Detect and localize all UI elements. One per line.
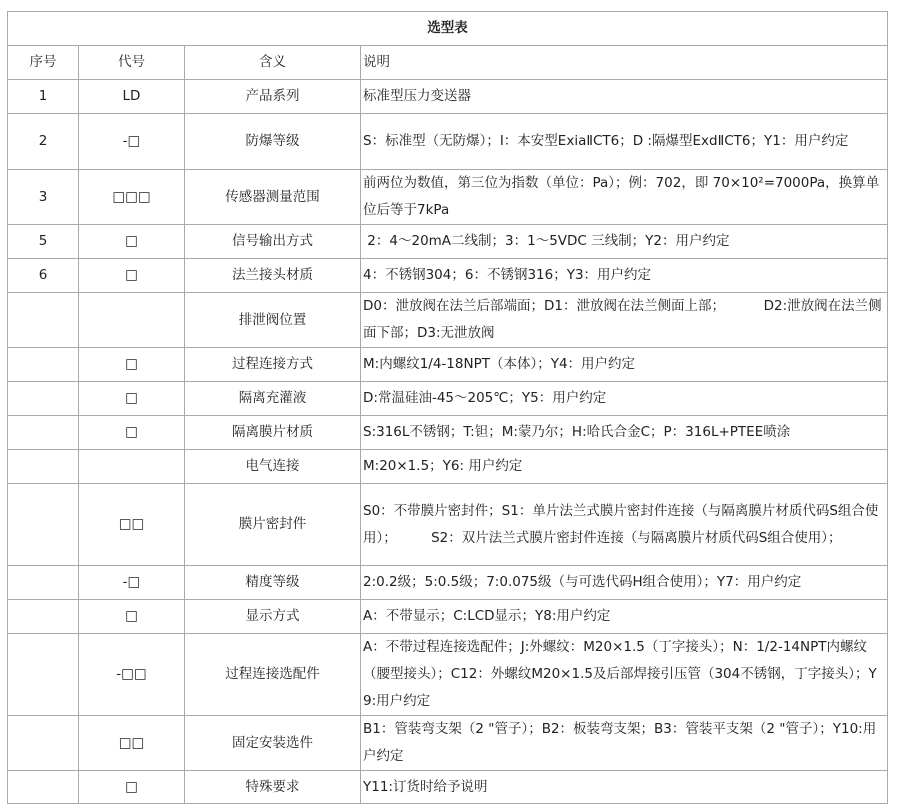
row-code: □ [79, 348, 185, 382]
row-meaning: 排泄阀位置 [185, 293, 361, 348]
table-row [8, 484, 888, 566]
table-row [8, 225, 888, 259]
row-meaning: 传感器测量范围 [185, 170, 361, 225]
row-code: -□ [79, 114, 185, 170]
row-meaning: 信号输出方式 [185, 225, 361, 259]
row-meaning: 过程连接方式 [185, 348, 361, 382]
row-description: A：不带过程连接选配件；J:外螺纹：M20×1.5（丁字接头）；N：1/2-14NPT内螺纹（腰型接头）；C12：外螺纹M20×1.5及后部焊接引压管（304不锈钢，丁字接头）；Y9:用户约定 [361, 634, 888, 716]
row-description: M:内螺纹1/4-18NPT（本体）；Y4：用户约定 [361, 348, 888, 382]
row-description: S：标准型（无防爆）；I：本安型ExiaⅡCT6；D :隔爆型ExdⅡCT6；Y1：用户约定 [361, 114, 888, 170]
row-meaning: 产品系列 [185, 80, 361, 114]
row-seq [8, 716, 79, 771]
row-description: Y11:订货时给予说明 [361, 771, 888, 804]
table-row [8, 771, 888, 804]
row-code [79, 450, 185, 484]
row-meaning: 隔离充灌液 [185, 382, 361, 416]
row-meaning: 过程连接选配件 [185, 634, 361, 716]
table-row [8, 382, 888, 416]
row-description: 前两位为数值，第三位为指数（单位：Pa）；例：702，即 70×10²=7000Pa，换算单位后等于7kPa [361, 170, 888, 225]
table-row [8, 450, 888, 484]
row-seq [8, 382, 79, 416]
row-seq: 2 [8, 114, 79, 170]
row-seq [8, 634, 79, 716]
row-code: □ [79, 382, 185, 416]
row-description: 标准型压力变送器 [361, 80, 888, 114]
row-code: □ [79, 771, 185, 804]
row-code: LD [79, 80, 185, 114]
row-seq [8, 600, 79, 634]
header-seq: 序号 [8, 46, 79, 80]
row-code: □ [79, 225, 185, 259]
table-row [8, 293, 888, 348]
row-code: -□□ [79, 634, 185, 716]
row-description: 4：不锈钢304；6：不锈钢316；Y3：用户约定 [361, 259, 888, 293]
row-seq [8, 348, 79, 382]
row-meaning: 膜片密封件 [185, 484, 361, 566]
row-seq [8, 416, 79, 450]
table-row [8, 634, 888, 716]
row-seq: 1 [8, 80, 79, 114]
table-row [8, 416, 888, 450]
row-seq [8, 450, 79, 484]
table-row [8, 80, 888, 114]
table-row [8, 716, 888, 771]
row-seq: 5 [8, 225, 79, 259]
row-code: □ [79, 416, 185, 450]
header-meaning: 含义 [185, 46, 361, 80]
row-code: □□□ [79, 170, 185, 225]
row-description: B1：管装弯支架（2 "管子）；B2：板装弯支架；B3：管装平支架（2 "管子）；Y10:用户约定 [361, 716, 888, 771]
header-code: 代号 [79, 46, 185, 80]
table-row [8, 170, 888, 225]
row-meaning: 固定安装选件 [185, 716, 361, 771]
row-code: □ [79, 259, 185, 293]
row-code: □ [79, 600, 185, 634]
table-row [8, 259, 888, 293]
row-description: S:316L不锈钢；T:钽；M:蒙乃尔；H:哈氏合金C；P：316L+PTEE喷涂 [361, 416, 888, 450]
row-meaning: 电气连接 [185, 450, 361, 484]
table-row [8, 566, 888, 600]
row-description: D:常温硅油-45～205℃；Y5：用户约定 [361, 382, 888, 416]
row-description: D0：泄放阀在法兰后部端面；D1：泄放阀在法兰侧面上部； D2:泄放阀在法兰侧面下部；D3:无泄放阀 [361, 293, 888, 348]
row-code: -□ [79, 566, 185, 600]
header-description: 说明 [361, 46, 888, 80]
table-row [8, 348, 888, 382]
row-meaning: 显示方式 [185, 600, 361, 634]
row-meaning: 法兰接头材质 [185, 259, 361, 293]
row-code [79, 293, 185, 348]
row-meaning: 精度等级 [185, 566, 361, 600]
selection-table [7, 11, 888, 804]
row-seq [8, 293, 79, 348]
row-seq [8, 484, 79, 566]
row-description: 2：4～20mA二线制；3：1～5VDC 三线制；Y2：用户约定 [361, 225, 888, 259]
header-row [8, 46, 888, 80]
row-seq: 6 [8, 259, 79, 293]
row-seq: 3 [8, 170, 79, 225]
row-description: 2:0.2级；5:0.5级；7:0.075级（与可选代码H组合使用）；Y7：用户约定 [361, 566, 888, 600]
row-seq [8, 566, 79, 600]
row-description: S0：不带膜片密封件；S1：单片法兰式膜片密封件连接（与隔离膜片材质代码S组合使用）； S2：双片法兰式膜片密封件连接（与隔离膜片材质代码S组合使用）； [361, 484, 888, 566]
table-row [8, 600, 888, 634]
table-row [8, 114, 888, 170]
row-description: M:20×1.5；Y6: 用户约定 [361, 450, 888, 484]
row-meaning: 特殊要求 [185, 771, 361, 804]
row-meaning: 隔离膜片材质 [185, 416, 361, 450]
row-code: □□ [79, 484, 185, 566]
row-meaning: 防爆等级 [185, 114, 361, 170]
row-description: A：不带显示；C:LCD显示；Y8:用户约定 [361, 600, 888, 634]
table-title: 选型表 [8, 12, 888, 46]
row-seq [8, 771, 79, 804]
row-code: □□ [79, 716, 185, 771]
title-row [8, 12, 888, 46]
